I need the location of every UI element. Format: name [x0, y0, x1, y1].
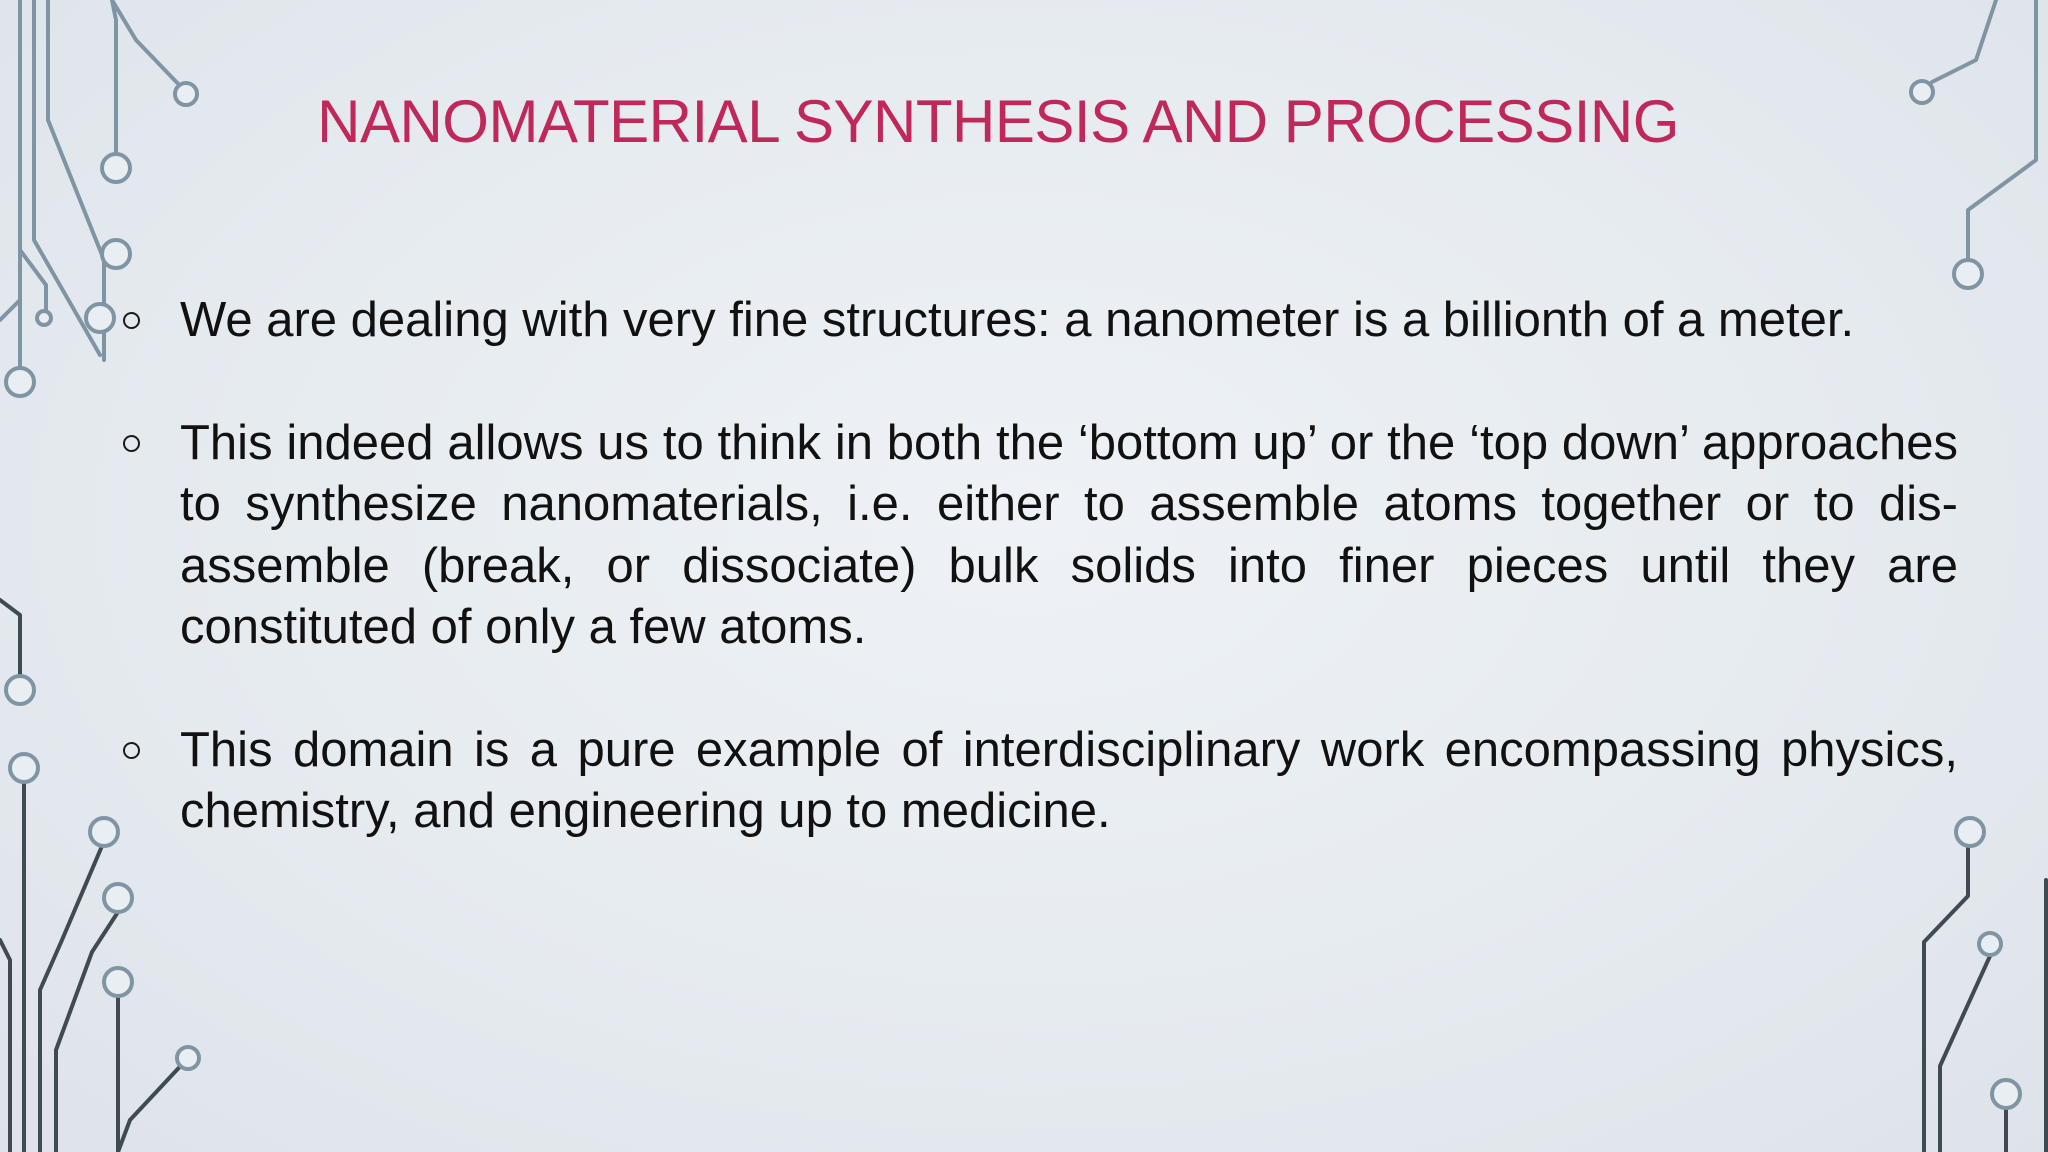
bullet-text: We are dealing with very fine structures: a nanometer is a billionth of a meter. [180, 293, 1855, 347]
bullet-circle-icon [123, 742, 140, 759]
bullet-circle-icon [123, 312, 140, 329]
bullet-item [118, 720, 1958, 843]
bullet-text: This indeed allows us to think in both the ‘bottom up’ or the ‘top down’ approaches to synthesize nanomaterials, i.e. either to assemble atoms together or to dis-assemble (break, or dissociate) bulk solids into finer pieces until they are constituted of only a few atoms. [180, 415, 1958, 654]
bullet-circle-icon [123, 435, 140, 452]
bullet-item [118, 290, 1958, 352]
bullet-item [118, 413, 1958, 659]
bullet-list [118, 290, 1958, 904]
bullet-text: This domain is a pure example of interdisciplinary work encompassing physics, chemistry, and engineering up to medicine. [180, 722, 1958, 838]
slide-title: NANOMATERIAL SYNTHESIS AND PROCESSING [317, 88, 1679, 155]
